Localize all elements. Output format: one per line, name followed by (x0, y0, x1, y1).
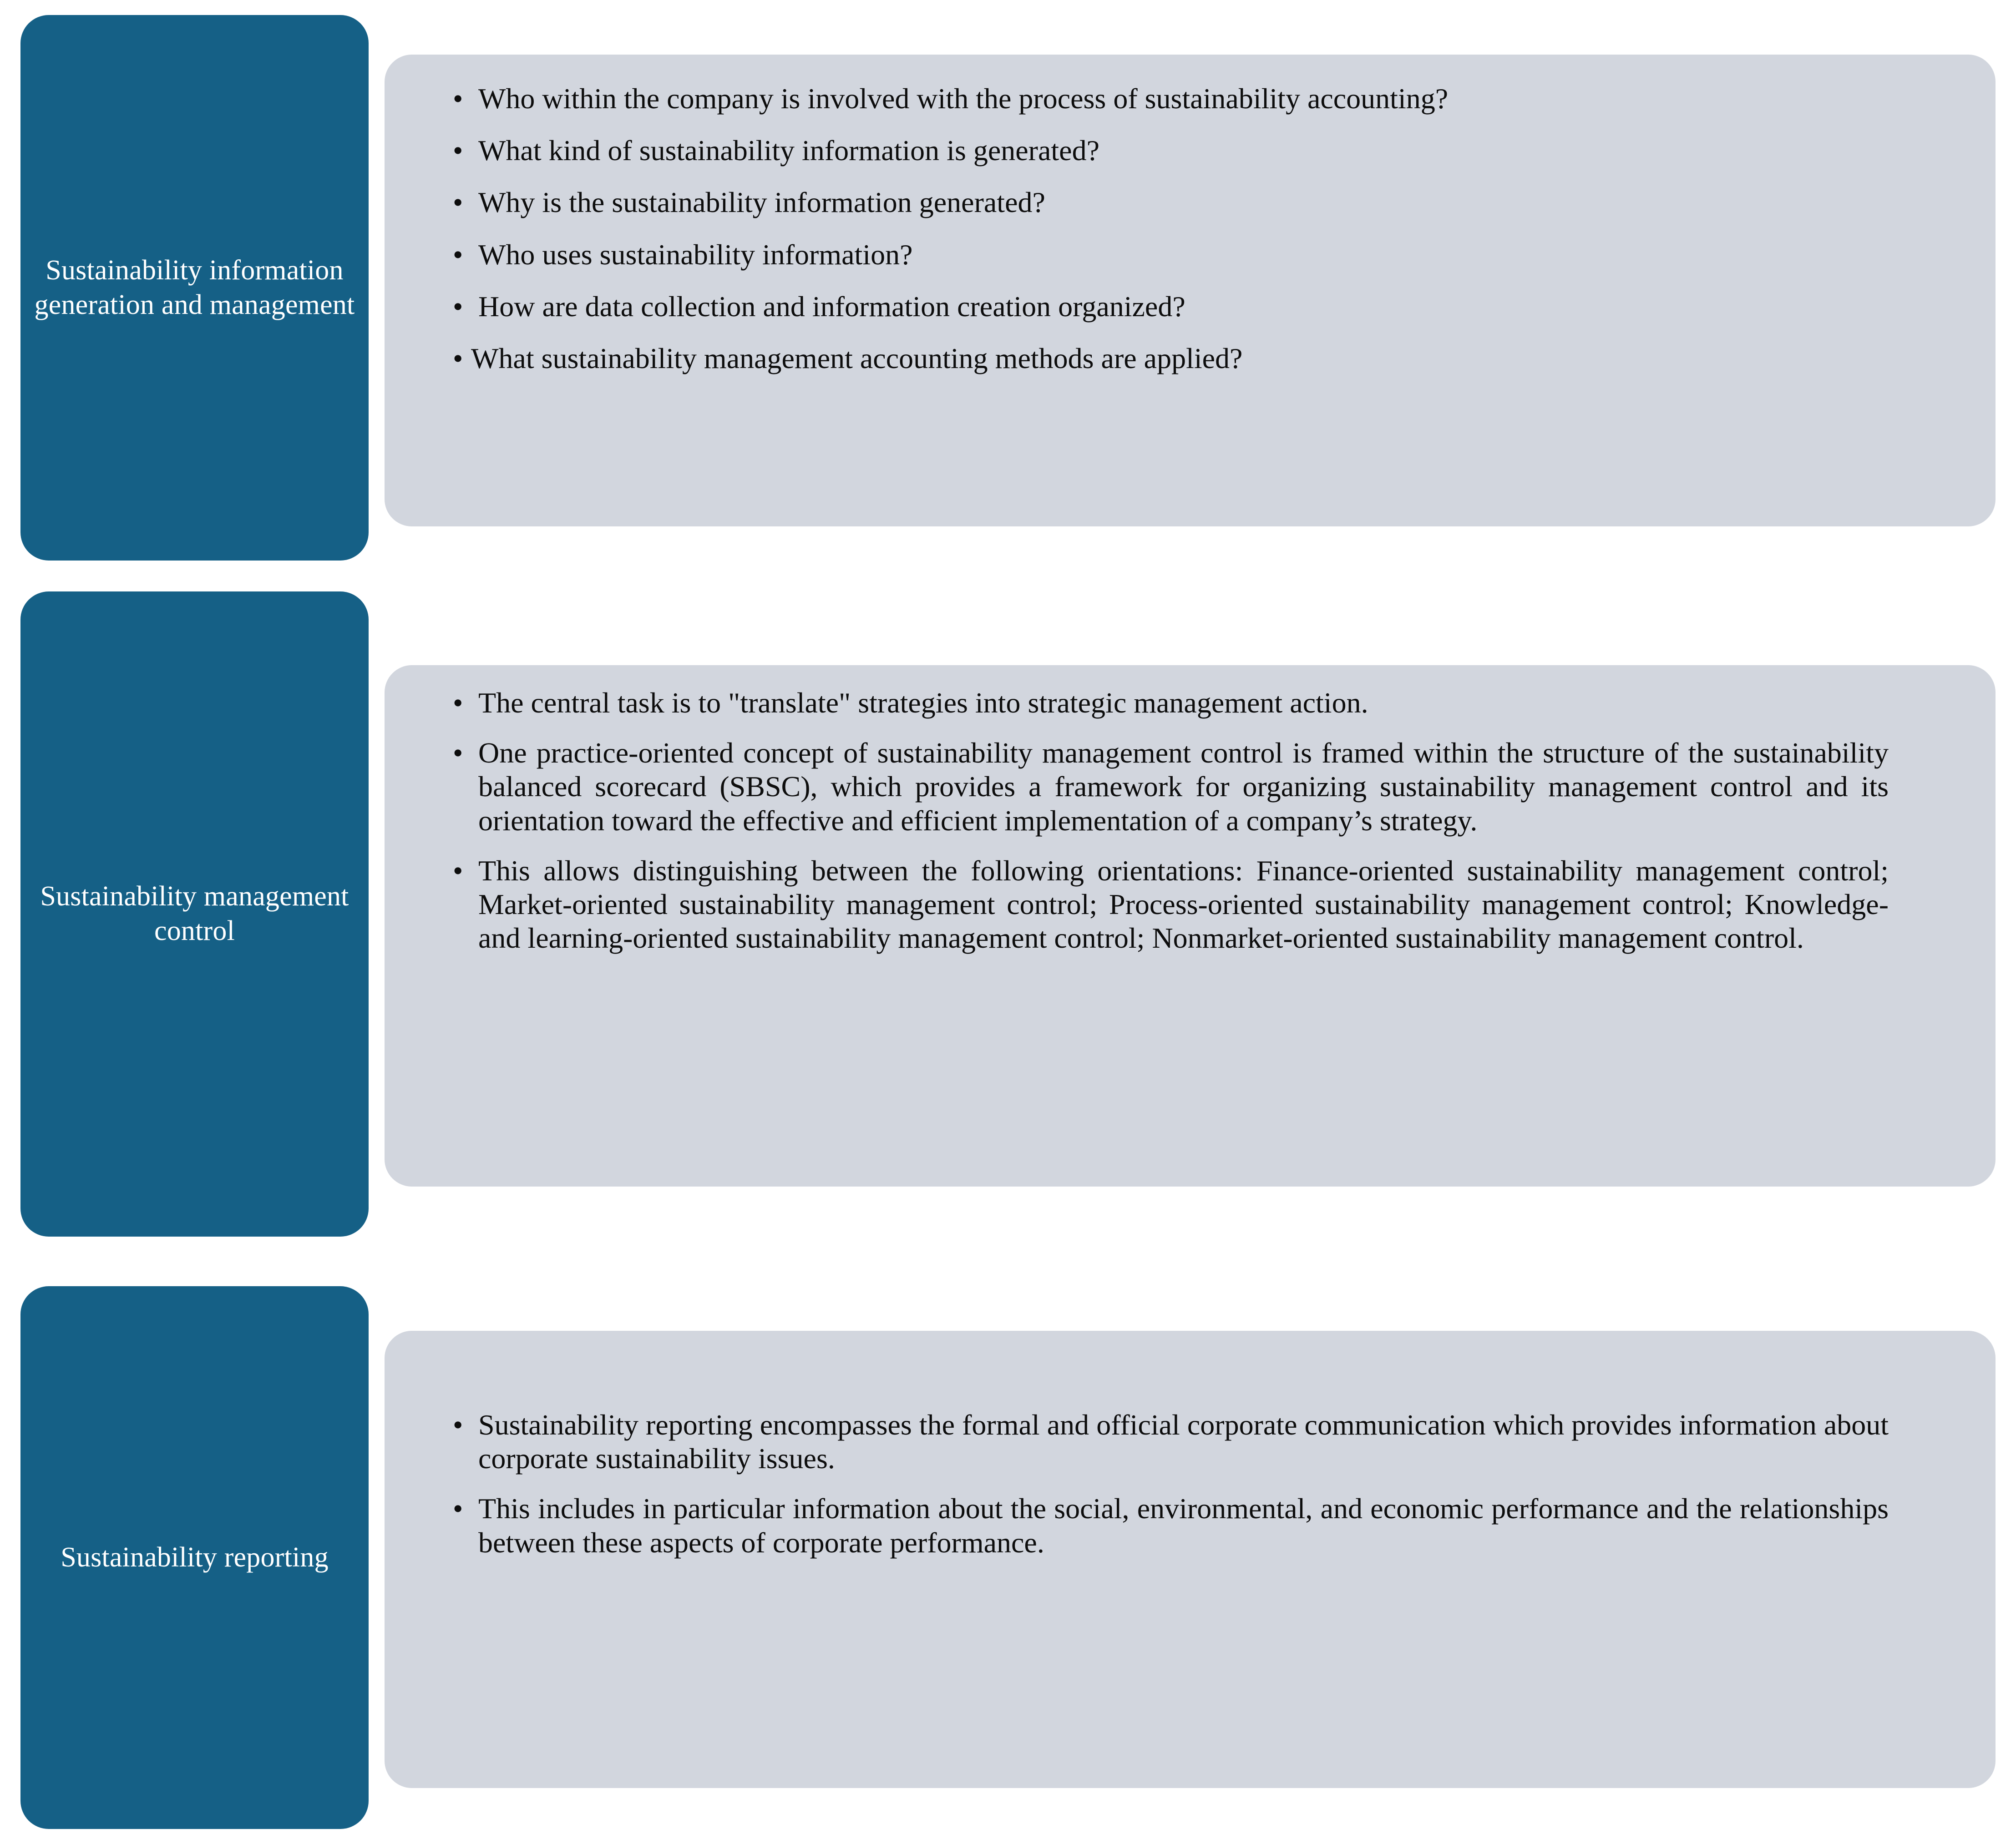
section-label-1: Sustainability information generation and management (34, 254, 355, 320)
list-item: • Who within the company is involved with the process of sustainability accounting? (453, 82, 1884, 116)
section-label-box-3 (20, 1286, 369, 1829)
list-item: • The central task is to "translate" strategies into strategic management action. (453, 686, 1889, 720)
bullet-list-3 (453, 1408, 1889, 1560)
section-content-box-1 (385, 55, 1996, 526)
list-item: • One practice-oriented concept of sustainability management control is framed within the structure of the sustainability balanced scorecard (SBSC), which provides a framework for organizing sustainability management control and its orientation toward the effective and efficient implementation of a company’s strategy. (453, 736, 1889, 838)
section-content-box-2 (385, 665, 1996, 1187)
list-item: • How are data collection and information creation organized? (453, 290, 1884, 323)
bullet-list-1 (453, 82, 1884, 375)
section-label-2: Sustainability management control (40, 881, 349, 946)
bullet-list-2 (453, 686, 1889, 955)
list-item: • This includes in particular information about the social, environmental, and economic performance and the relationships between these aspects of corporate performance. (453, 1492, 1889, 1559)
section-label-box-1 (20, 15, 369, 561)
section-row-management-control (0, 582, 2016, 1251)
list-item: • Who uses sustainability information? (453, 238, 1884, 272)
list-item: • This allows distinguishing between the following orientations: Finance-oriented sustainability management control; Market-oriented sustainability management control; Process-oriented sustainability management control; Knowledge- and learning-oriented sustainability management control; Nonmarket-oriented sustainability management control. (453, 854, 1889, 955)
list-item: • What kind of sustainability information is generated? (453, 134, 1884, 167)
list-item: • Sustainability reporting encompasses the formal and official corporate communication which provides information about corporate sustainability issues. (453, 1408, 1889, 1475)
section-row-reporting (0, 1251, 2016, 1844)
list-item: • Why is the sustainability information generated? (453, 186, 1884, 219)
section-label-box-2 (20, 591, 369, 1237)
list-item: • What sustainability management accounting methods are applied? (453, 342, 1884, 375)
section-label-3: Sustainability reporting (61, 1541, 329, 1573)
section-row-information-generation (0, 0, 2016, 582)
section-content-box-3 (385, 1331, 1996, 1788)
